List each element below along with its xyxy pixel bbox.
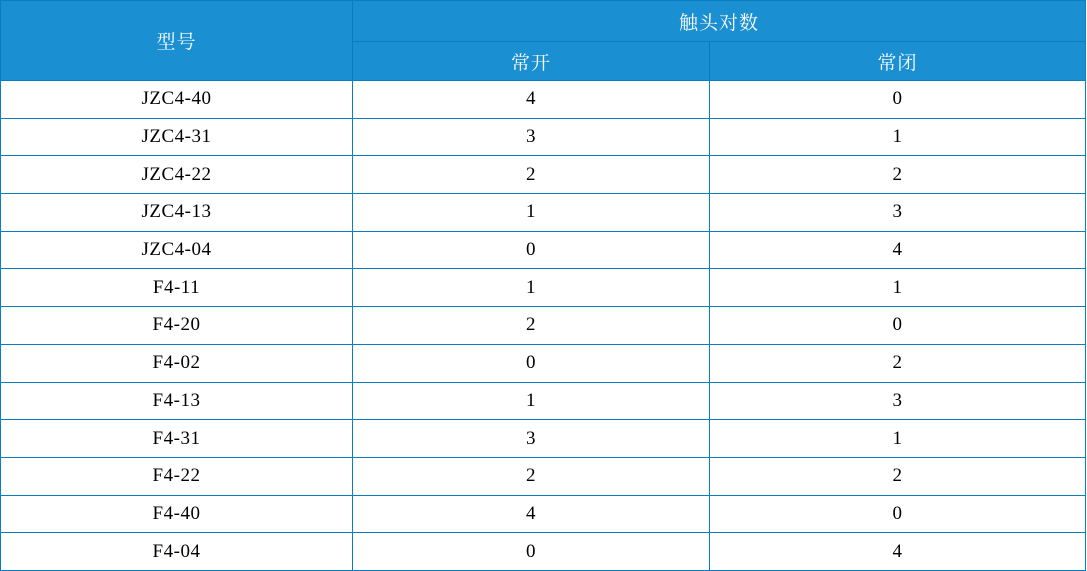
cell-model: JZC4-40 xyxy=(1,81,353,119)
cell-normally-closed: 1 xyxy=(710,118,1086,156)
cell-normally-closed: 2 xyxy=(710,457,1086,495)
cell-normally-open: 3 xyxy=(353,118,710,156)
table-row xyxy=(1,81,1086,119)
cell-normally-open: 4 xyxy=(353,495,710,533)
cell-normally-open: 4 xyxy=(353,81,710,119)
column-header-normally-open: 常开 xyxy=(353,42,710,81)
cell-normally-closed: 4 xyxy=(710,231,1086,269)
table-body xyxy=(1,81,1086,571)
table-row xyxy=(1,307,1086,345)
cell-normally-open: 2 xyxy=(353,457,710,495)
table-row xyxy=(1,420,1086,458)
cell-normally-closed: 3 xyxy=(710,382,1086,420)
table-row xyxy=(1,231,1086,269)
cell-model: F4-20 xyxy=(1,307,353,345)
cell-normally-open: 0 xyxy=(353,533,710,571)
cell-model: F4-04 xyxy=(1,533,353,571)
column-header-model: 型号 xyxy=(1,1,353,81)
table-row xyxy=(1,194,1086,232)
column-header-contact-pairs: 触头对数 xyxy=(353,1,1086,42)
cell-model: F4-13 xyxy=(1,382,353,420)
table-row xyxy=(1,118,1086,156)
cell-model: F4-11 xyxy=(1,269,353,307)
cell-model: F4-22 xyxy=(1,457,353,495)
cell-normally-closed: 0 xyxy=(710,495,1086,533)
cell-normally-closed: 1 xyxy=(710,420,1086,458)
cell-normally-open: 0 xyxy=(353,231,710,269)
table-row xyxy=(1,457,1086,495)
cell-model: F4-02 xyxy=(1,344,353,382)
cell-normally-closed: 4 xyxy=(710,533,1086,571)
cell-normally-open: 2 xyxy=(353,156,710,194)
cell-model: F4-40 xyxy=(1,495,353,533)
cell-normally-open: 3 xyxy=(353,420,710,458)
cell-normally-closed: 2 xyxy=(710,344,1086,382)
table-row xyxy=(1,156,1086,194)
cell-model: F4-31 xyxy=(1,420,353,458)
cell-normally-open: 1 xyxy=(353,194,710,232)
cell-normally-closed: 1 xyxy=(710,269,1086,307)
cell-normally-open: 0 xyxy=(353,344,710,382)
cell-model: JZC4-04 xyxy=(1,231,353,269)
header-row-top xyxy=(1,1,1086,42)
cell-model: JZC4-22 xyxy=(1,156,353,194)
cell-model: JZC4-13 xyxy=(1,194,353,232)
table-row xyxy=(1,269,1086,307)
cell-normally-closed: 2 xyxy=(710,156,1086,194)
cell-normally-closed: 0 xyxy=(710,81,1086,119)
table-row xyxy=(1,495,1086,533)
cell-model: JZC4-31 xyxy=(1,118,353,156)
table-row xyxy=(1,382,1086,420)
table-row xyxy=(1,344,1086,382)
cell-normally-open: 1 xyxy=(353,382,710,420)
table-row xyxy=(1,533,1086,571)
column-header-normally-closed: 常闭 xyxy=(710,42,1086,81)
cell-normally-open: 2 xyxy=(353,307,710,345)
cell-normally-open: 1 xyxy=(353,269,710,307)
cell-normally-closed: 0 xyxy=(710,307,1086,345)
table-header xyxy=(1,1,1086,81)
cell-normally-closed: 3 xyxy=(710,194,1086,232)
